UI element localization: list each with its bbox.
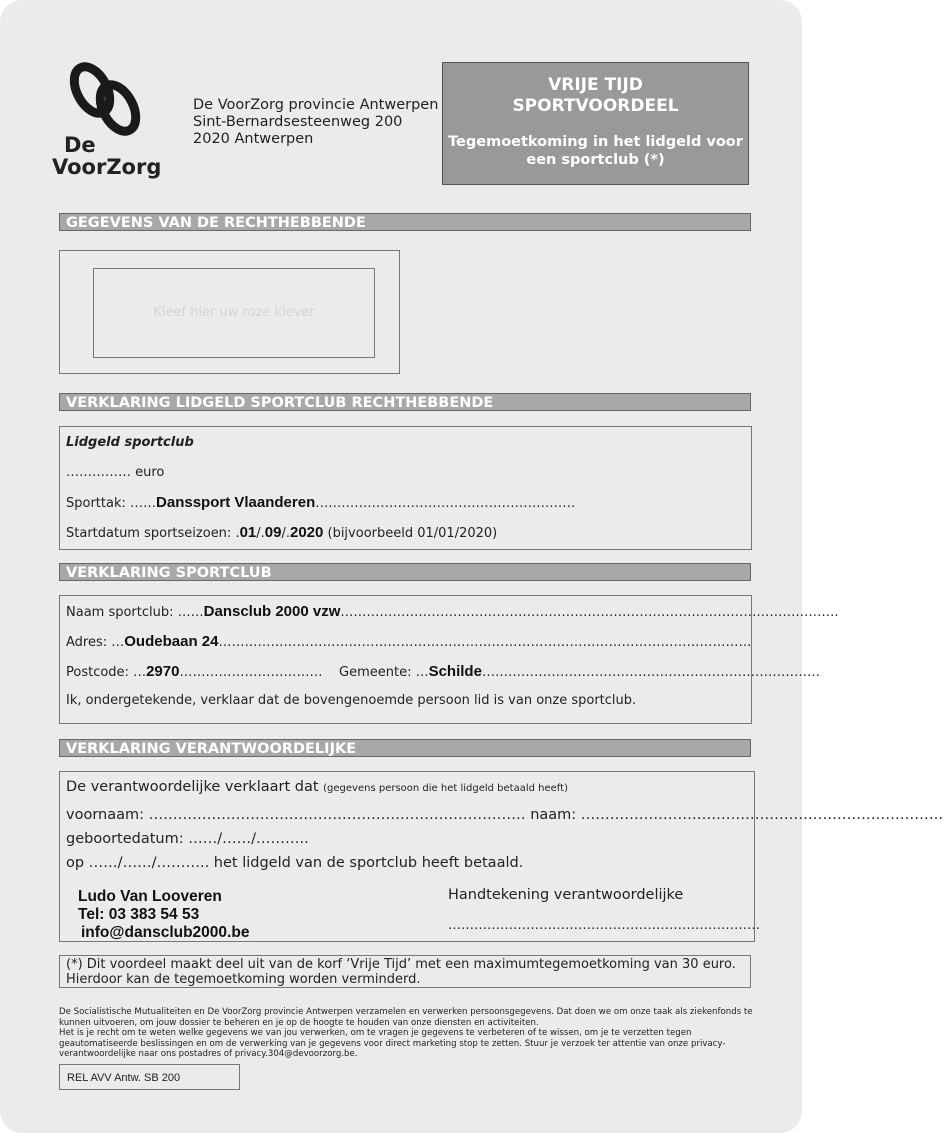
start-day: 01 (239, 524, 257, 541)
adres-dots: …………………………………………………………………………………………………………… (218, 635, 752, 650)
title-line-2: SPORTVOORDEEL (512, 96, 679, 116)
note-text (66, 957, 736, 987)
verantwoordelijke-frame (59, 771, 943, 942)
address-line-3: 2020 Antwerpen (193, 131, 314, 147)
handtekening-label: Handtekening verantwoordelijke (448, 887, 684, 903)
sporttak-label: Sporttak: …… (66, 496, 157, 511)
start-month: 09 (264, 524, 282, 541)
sporttak-field[interactable] (66, 495, 575, 512)
sportclub-frame (59, 595, 839, 724)
naam-label: Naam sportclub: …… (66, 605, 204, 620)
postcode-dots: …………………………… (179, 665, 323, 680)
contact-name: Ludo Van Looveren (78, 888, 222, 905)
naam-dots: ……………………………………………………………………………………………………. (340, 605, 839, 620)
reference-code: REL AVV Antw. SB 200 (67, 1072, 181, 1084)
address-line-2: Sint-Bernardsesteenweg 200 (193, 114, 403, 130)
adres-field[interactable] (66, 633, 752, 651)
section-header-verantwoordelijke: VERKLARING VERANTWOORDELIJKE (59, 739, 751, 757)
startdatum-field[interactable] (66, 525, 497, 542)
gemeente-dots: …………………………………………………………………… (481, 665, 820, 680)
logo-line-2: VoorZorg (52, 155, 162, 179)
start-year: 2020 (289, 524, 324, 541)
reference-box (59, 1064, 240, 1090)
sticker-frame (59, 250, 400, 374)
section-header-sportclub: VERKLARING SPORTCLUB (59, 563, 751, 581)
title-box (442, 62, 749, 185)
privacy-paragraph-2: Het is je recht om te weten welke gegevens we van jou verwerken, om te vragen je gegevens te verbeteren of te wissen, om je te verzetten tegen geautomatiseerde beslissingen en om de verwerking van je gegevens voor direct marketing stop te zetten. Stuur je verzoek ter attentie van onze privacy-verantwoordelijke naar ons postadres of privacy.304@devoorzorg.be. (59, 1028, 726, 1059)
verklaring-small: (gegevens persoon die het lidgeld betaald heeft) (323, 783, 568, 794)
club-contact-stamp (78, 888, 249, 942)
subtitle-line-1: Tegemoetkoming in het lidgeld voor (448, 134, 743, 150)
sticker-area[interactable] (93, 268, 375, 358)
logo-rings-icon (52, 60, 162, 140)
title-line-1: VRIJE TIJD (548, 75, 643, 95)
note-box (59, 955, 751, 988)
postcode-label: Postcode: … (66, 665, 147, 680)
postcode-value: 2970 (146, 663, 180, 680)
sender-address (193, 97, 438, 148)
start-sep-1: /. (256, 526, 265, 541)
adres-label: Adres: … (66, 635, 125, 650)
euro-label: euro (135, 465, 165, 480)
startdatum-label: Startdatum sportseizoen: . (66, 526, 240, 541)
sticker-placeholder: Kleef hier uw roze klever (153, 305, 315, 320)
lidgeld-frame (59, 426, 752, 550)
logo-line-1: De (64, 133, 96, 157)
naam-sportclub-field[interactable] (66, 603, 839, 621)
euro-dots: …………… (66, 465, 131, 480)
address-line-1: De VoorZorg provincie Antwerpen (193, 97, 439, 113)
logo-text (52, 134, 162, 178)
sporttak-dots: …………………………………………………… (315, 496, 576, 511)
geboortedatum-field[interactable]: geboortedatum: ……/……/……….. (66, 831, 309, 847)
gemeente-value: Schilde (428, 663, 482, 680)
postcode-field[interactable] (66, 664, 322, 681)
contact-email: info@dansclub2000.be (81, 924, 250, 941)
section-header-rechthebbende: GEGEVENS VAN DE RECHTHEBBENDE (59, 213, 751, 231)
euro-field[interactable] (66, 465, 164, 481)
privacy-paragraph-1: De Socialistische Mutualiteiten en De VoorZorg provincie Antwerpen verzamelen en verwerken persoonsgegevens. Dat doen we om onze taak als ziekenfonds te kunnen uitvoeren, om jouw dossier te beheren en je op de hoogte te houden van onze diensten en activiteiten. (59, 1007, 753, 1028)
voorzorg-logo (52, 60, 162, 185)
contact-tel: Tel: 03 383 54 53 (78, 906, 200, 923)
section-header-lidgeld: VERKLARING LIDGELD SPORTCLUB RECHTHEBBENDE (59, 393, 751, 411)
betaaldatum-field[interactable]: op ……/……/……….. het lidgeld van de sportclub heeft betaald. (66, 855, 524, 871)
startdatum-example: (bijvoorbeeld 01/01/2020) (327, 526, 498, 541)
verklaring-line (66, 778, 568, 798)
start-sep-2: /. (281, 526, 290, 541)
gemeente-field[interactable] (339, 663, 820, 681)
sportclub-statement: Ik, ondergetekende, verklaar dat de bovengenoemde persoon lid is van onze sportclub. (66, 693, 637, 708)
privacy-footer (59, 1007, 759, 1060)
sporttak-value: Danssport Vlaanderen (156, 494, 316, 511)
verklaring-text: De verantwoordelijke verklaart dat (66, 779, 319, 795)
gemeente-label: Gemeente: … (339, 665, 429, 680)
note-line-1: (*) Dit voordeel maakt deel uit van de korf ‘Vrije Tijd’ met een maximumtegemoetkoming van 30 euro. (66, 957, 736, 972)
subtitle-line-2: een sportclub (*) (526, 152, 665, 168)
note-line-2: Hierdoor kan de tegemoetkoming worden verminderd. (66, 972, 421, 987)
lidgeld-heading: Lidgeld sportclub (66, 435, 194, 450)
naam-value: Dansclub 2000 vzw (203, 603, 341, 620)
adres-value: Oudebaan 24 (124, 633, 219, 650)
handtekening-field[interactable]: ……………………………………………………………… (448, 918, 760, 933)
voornaam-naam-field[interactable]: voornaam: …………………………………………………………………… naam: ………………………………………………………………… (66, 807, 943, 823)
